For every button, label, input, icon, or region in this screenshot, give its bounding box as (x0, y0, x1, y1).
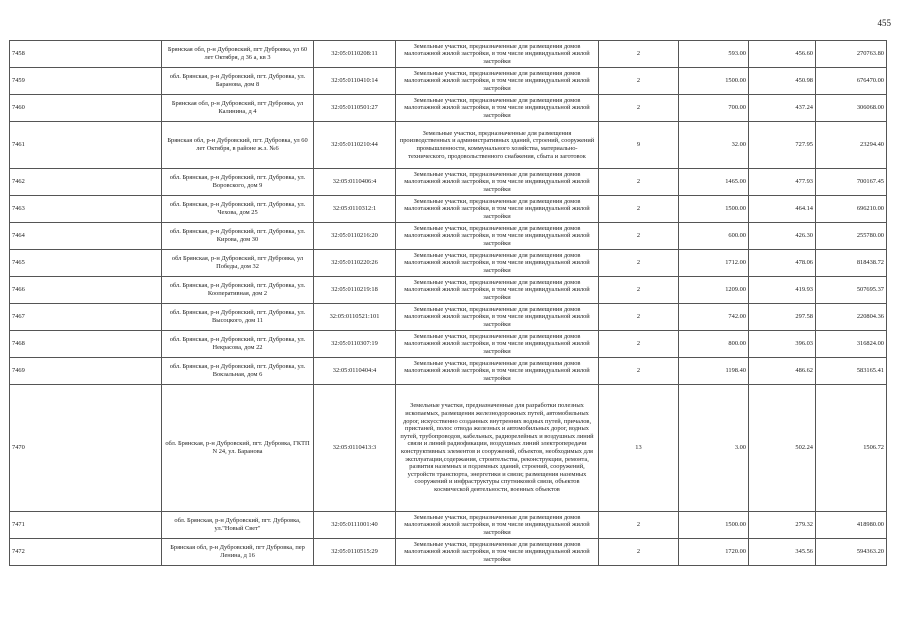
row-unit-value: 297.58 (749, 304, 816, 331)
row-address: обл. Брянская, р-н Дубровский, пгт. Дубровка, ул. Некрасова, дом 22 (162, 331, 314, 358)
row-cadastral-number: 32:05:0110307:19 (314, 331, 396, 358)
row-use-group: 2 (599, 223, 679, 250)
row-unit-value: 478.06 (749, 250, 816, 277)
row-number: 7464 (10, 223, 162, 250)
row-number: 7467 (10, 304, 162, 331)
row-cadastral-number: 32:05:0110312:1 (314, 196, 396, 223)
row-area: 1720.00 (679, 539, 749, 566)
row-address: Брянская обл, р-н Дубровский, пгт Дубровка, пер Ленина, д 16 (162, 539, 314, 566)
row-cadastral-value: 255780.00 (816, 223, 887, 250)
row-cadastral-value: 700167.45 (816, 169, 887, 196)
row-cadastral-number: 32:05:0110220:26 (314, 250, 396, 277)
row-cadastral-value: 507695.37 (816, 277, 887, 304)
row-unit-value: 727.95 (749, 122, 816, 169)
row-address: обл. Брянская, р-н Дубровский, пгт. Дубровка, ул. Воровского, дом 9 (162, 169, 314, 196)
row-cadastral-value: 594363.20 (816, 539, 887, 566)
row-area: 593.00 (679, 41, 749, 68)
table-row (10, 358, 887, 385)
row-permitted-use: Земельные участки, предназначенные для размещения домов малоэтажной жилой застройки, в том числе индивидуальной жилой застройки (396, 358, 599, 385)
row-cadastral-number: 32:05:0110521:101 (314, 304, 396, 331)
row-cadastral-number: 32:05:0110404:4 (314, 358, 396, 385)
row-cadastral-value: 306068.00 (816, 95, 887, 122)
table-row (10, 277, 887, 304)
row-permitted-use: Земельные участки, предназначенные для размещения производственных и административных зданий, строений, сооружений промышленности, коммунального хозяйства, материально-технического, продовольственного снабжения, сбыта и заготовок (396, 122, 599, 169)
row-cadastral-number: 32:05:0110515:29 (314, 539, 396, 566)
row-number: 7470 (10, 385, 162, 512)
row-use-group: 2 (599, 169, 679, 196)
row-cadastral-number: 32:05:0110501:27 (314, 95, 396, 122)
row-permitted-use: Земельные участки, предназначенные для размещения домов малоэтажной жилой застройки, в том числе индивидуальной жилой застройки (396, 41, 599, 68)
row-cadastral-number: 32:05:0111001:40 (314, 512, 396, 539)
row-address: обл. Брянская, р-н Дубровский, пгт. Дубровка, ул."Новый Свет" (162, 512, 314, 539)
row-address: обл. Брянская, р-н Дубровский, пгт. Дубровка, ул. Чехова, дом 25 (162, 196, 314, 223)
row-use-group: 2 (599, 95, 679, 122)
row-number: 7458 (10, 41, 162, 68)
row-use-group: 2 (599, 277, 679, 304)
row-cadastral-value: 1506.72 (816, 385, 887, 512)
row-cadastral-value: 23294.40 (816, 122, 887, 169)
row-cadastral-value: 696210.00 (816, 196, 887, 223)
row-use-group: 13 (599, 385, 679, 512)
table-row (10, 250, 887, 277)
row-permitted-use: Земельные участки, предназначенные для размещения домов малоэтажной жилой застройки, в том числе индивидуальной жилой застройки (396, 95, 599, 122)
row-number: 7468 (10, 331, 162, 358)
row-number: 7462 (10, 169, 162, 196)
row-address: обл. Брянская, р-н Дубровский, пгт. Дубровка, ГКТП N 24, ул. Баранова (162, 385, 314, 512)
row-cadastral-number: 32:05:0110413:3 (314, 385, 396, 512)
row-area: 742.00 (679, 304, 749, 331)
row-cadastral-value: 818438.72 (816, 250, 887, 277)
row-unit-value: 502.24 (749, 385, 816, 512)
row-permitted-use: Земельные участки, предназначенные для размещения домов малоэтажной жилой застройки, в том числе индивидуальной жилой застройки (396, 223, 599, 250)
table-row (10, 122, 887, 169)
table-row (10, 539, 887, 566)
row-number: 7460 (10, 95, 162, 122)
row-area: 800.00 (679, 331, 749, 358)
row-number: 7466 (10, 277, 162, 304)
row-number: 7471 (10, 512, 162, 539)
table-row (10, 304, 887, 331)
row-number: 7461 (10, 122, 162, 169)
row-address: обл. Брянская, р-н Дубровский, пгт. Дубровка, ул. Кооперативная, дом 2 (162, 277, 314, 304)
row-address: обл Брянская, р-н Дубровский, пгт Дубровка, ул Победы, дом 32 (162, 250, 314, 277)
row-use-group: 2 (599, 358, 679, 385)
row-address: обл. Брянская, р-н Дубровский, пгт. Дубровка, ул. Высоцкого, дом 11 (162, 304, 314, 331)
row-area: 1465.00 (679, 169, 749, 196)
row-cadastral-value: 220804.36 (816, 304, 887, 331)
row-permitted-use: Земельные участки, предназначенные для размещения домов малоэтажной жилой застройки, в том числе индивидуальной жилой застройки (396, 539, 599, 566)
table-row (10, 223, 887, 250)
row-address: обл. Брянская, р-н Дубровский, пгт. Дубровка, ул. Вокзальная, дом 6 (162, 358, 314, 385)
row-cadastral-value: 583165.41 (816, 358, 887, 385)
row-unit-value: 477.93 (749, 169, 816, 196)
row-area: 1209.00 (679, 277, 749, 304)
table-row (10, 41, 887, 68)
row-area: 1712.00 (679, 250, 749, 277)
row-address: обл. Брянская, р-н Дубровский, пгт. Дубровка, ул. Кирова, дом 30 (162, 223, 314, 250)
row-number: 7469 (10, 358, 162, 385)
row-unit-value: 464.14 (749, 196, 816, 223)
row-area: 700.00 (679, 95, 749, 122)
row-unit-value: 345.56 (749, 539, 816, 566)
row-unit-value: 486.62 (749, 358, 816, 385)
row-permitted-use: Земельные участки, предназначенные для размещения домов малоэтажной жилой застройки, в том числе индивидуальной жилой застройки (396, 68, 599, 95)
row-permitted-use: Земельные участки, предназначенные для размещения домов малоэтажной жилой застройки, в том числе индивидуальной жилой застройки (396, 250, 599, 277)
row-cadastral-number: 32:05:0110208:11 (314, 41, 396, 68)
row-area: 3.00 (679, 385, 749, 512)
row-permitted-use: Земельные участки, предназначенные для размещения домов малоэтажной жилой застройки, в том числе индивидуальной жилой застройки (396, 169, 599, 196)
row-permitted-use: Земельные участки, предназначенные для размещения домов малоэтажной жилой застройки, в том числе индивидуальной жилой застройки (396, 512, 599, 539)
row-number: 7472 (10, 539, 162, 566)
row-area: 1500.00 (679, 512, 749, 539)
land-registry-table (9, 40, 887, 566)
row-use-group: 2 (599, 539, 679, 566)
row-use-group: 2 (599, 68, 679, 95)
row-cadastral-value: 270763.80 (816, 41, 887, 68)
row-unit-value: 426.30 (749, 223, 816, 250)
row-use-group: 9 (599, 122, 679, 169)
row-number: 7465 (10, 250, 162, 277)
row-address: Брянская обл, р-н Дубровский, пгт Дубровка, ул Калинина, д 4 (162, 95, 314, 122)
row-unit-value: 396.03 (749, 331, 816, 358)
row-unit-value: 450.98 (749, 68, 816, 95)
row-use-group: 2 (599, 41, 679, 68)
row-address: обл. Брянская, р-н Дубровский, пгт. Дубровка, ул. Баранова, дом 8 (162, 68, 314, 95)
row-unit-value: 456.60 (749, 41, 816, 68)
table-row (10, 196, 887, 223)
row-use-group: 2 (599, 331, 679, 358)
row-permitted-use: Земельные участки, предназначенные для размещения домов малоэтажной жилой застройки, в том числе индивидуальной жилой застройки (396, 304, 599, 331)
row-cadastral-number: 32:05:0110410:14 (314, 68, 396, 95)
table-row (10, 331, 887, 358)
row-number: 7459 (10, 68, 162, 95)
row-use-group: 2 (599, 304, 679, 331)
row-cadastral-number: 32:05:0110219:18 (314, 277, 396, 304)
row-cadastral-number: 32:05:0110210:44 (314, 122, 396, 169)
row-area: 1500.00 (679, 196, 749, 223)
table-row (10, 512, 887, 539)
row-cadastral-number: 32:05:0110216:20 (314, 223, 396, 250)
row-permitted-use: Земельные участки, предназначенные для размещения домов малоэтажной жилой застройки, в том числе индивидуальной жилой застройки (396, 277, 599, 304)
row-unit-value: 419.93 (749, 277, 816, 304)
row-number: 7463 (10, 196, 162, 223)
row-cadastral-value: 316824.00 (816, 331, 887, 358)
table-row (10, 68, 887, 95)
row-unit-value: 279.32 (749, 512, 816, 539)
row-permitted-use: Земельные участки, предназначенные для разработки полезных ископаемых, размещения железнодорожных путей, автомобильных дорог, искусственно созданных внутренних водных путей, причалов, пристаней, полос отвода железных и автомобильных дорог, водных путей, трубопроводов, кабельных, радиорелейных и воздушных линий связи и линий радиофикации, воздушных линий электропередачи конструктивных элементов и сооружений, объектов, необходимых для эксплуатации,содержания, строительства, реконструкции, ремонта, развития наземных и подземных зданий, строений, сооружений, устройств транспорта, энергетики и связи; размещения наземных сооружений и инфраструктуры спутниковой связи, объектов космической деятельности, военных объектов (396, 385, 599, 512)
row-use-group: 2 (599, 250, 679, 277)
row-cadastral-value: 676470.00 (816, 68, 887, 95)
row-area: 32.00 (679, 122, 749, 169)
table-row (10, 169, 887, 196)
row-permitted-use: Земельные участки, предназначенные для размещения домов малоэтажной жилой застройки, в том числе индивидуальной жилой застройки (396, 331, 599, 358)
row-unit-value: 437.24 (749, 95, 816, 122)
row-cadastral-value: 418980.00 (816, 512, 887, 539)
table-row (10, 385, 887, 512)
row-area: 1198.40 (679, 358, 749, 385)
row-address: Брянская обл, р-н Дубровский, пгт. Дубровка, ул 60 лет Октября, в районе ж.з. №6 (162, 122, 314, 169)
row-cadastral-number: 32:05:0110406:4 (314, 169, 396, 196)
page-number: 455 (877, 18, 891, 28)
row-use-group: 2 (599, 196, 679, 223)
row-area: 600.00 (679, 223, 749, 250)
row-area: 1500.00 (679, 68, 749, 95)
row-use-group: 2 (599, 512, 679, 539)
row-permitted-use: Земельные участки, предназначенные для размещения домов малоэтажной жилой застройки, в том числе индивидуальной жилой застройки (396, 196, 599, 223)
table-row (10, 95, 887, 122)
row-address: Брянская обл, р-н Дубровский, пгт Дубровка, ул 60 лет Октября, д 36 а, кв 3 (162, 41, 314, 68)
